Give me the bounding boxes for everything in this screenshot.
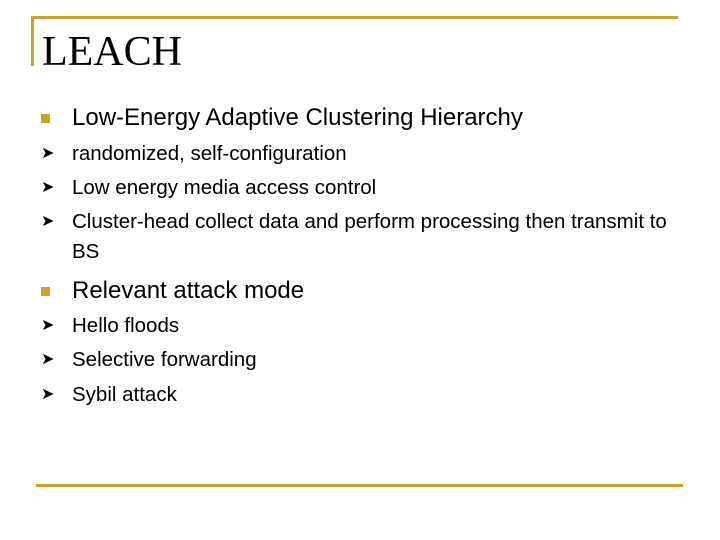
bullet-text: Selective forwarding [72, 348, 257, 371]
bullet-text: Hello floods [72, 314, 180, 337]
arrow-bullet-icon: ➤ [41, 317, 55, 334]
left-rule [31, 16, 34, 66]
list-item [41, 380, 680, 410]
square-bullet-icon [41, 114, 50, 123]
top-rule [31, 16, 678, 19]
arrow-bullet-icon: ➤ [41, 213, 55, 230]
list-item [72, 103, 680, 133]
arrow-bullet-icon: ➤ [41, 179, 55, 196]
slide-title: LEACH [42, 29, 182, 75]
bullet-text: Sybil attack [72, 383, 177, 406]
bottom-rule [36, 484, 683, 487]
bullet-text: Low energy media access control [72, 176, 377, 199]
list-item [41, 345, 680, 375]
bullet-text: Cluster-head collect data and perform processing then transmit to BS [72, 210, 667, 263]
bullet-text: Relevant attack mode [72, 277, 305, 304]
list-item [41, 173, 680, 203]
list-item [41, 139, 680, 169]
bullet-text: randomized, self-configuration [72, 142, 347, 165]
arrow-bullet-icon: ➤ [41, 145, 55, 162]
list-item [41, 207, 680, 267]
list-item [41, 311, 680, 341]
arrow-bullet-icon: ➤ [41, 351, 55, 368]
arrow-bullet-icon: ➤ [41, 386, 55, 403]
square-bullet-icon [41, 287, 50, 296]
list-item [72, 276, 680, 306]
bullet-text: Low-Energy Adaptive Clustering Hierarchy [72, 104, 523, 131]
